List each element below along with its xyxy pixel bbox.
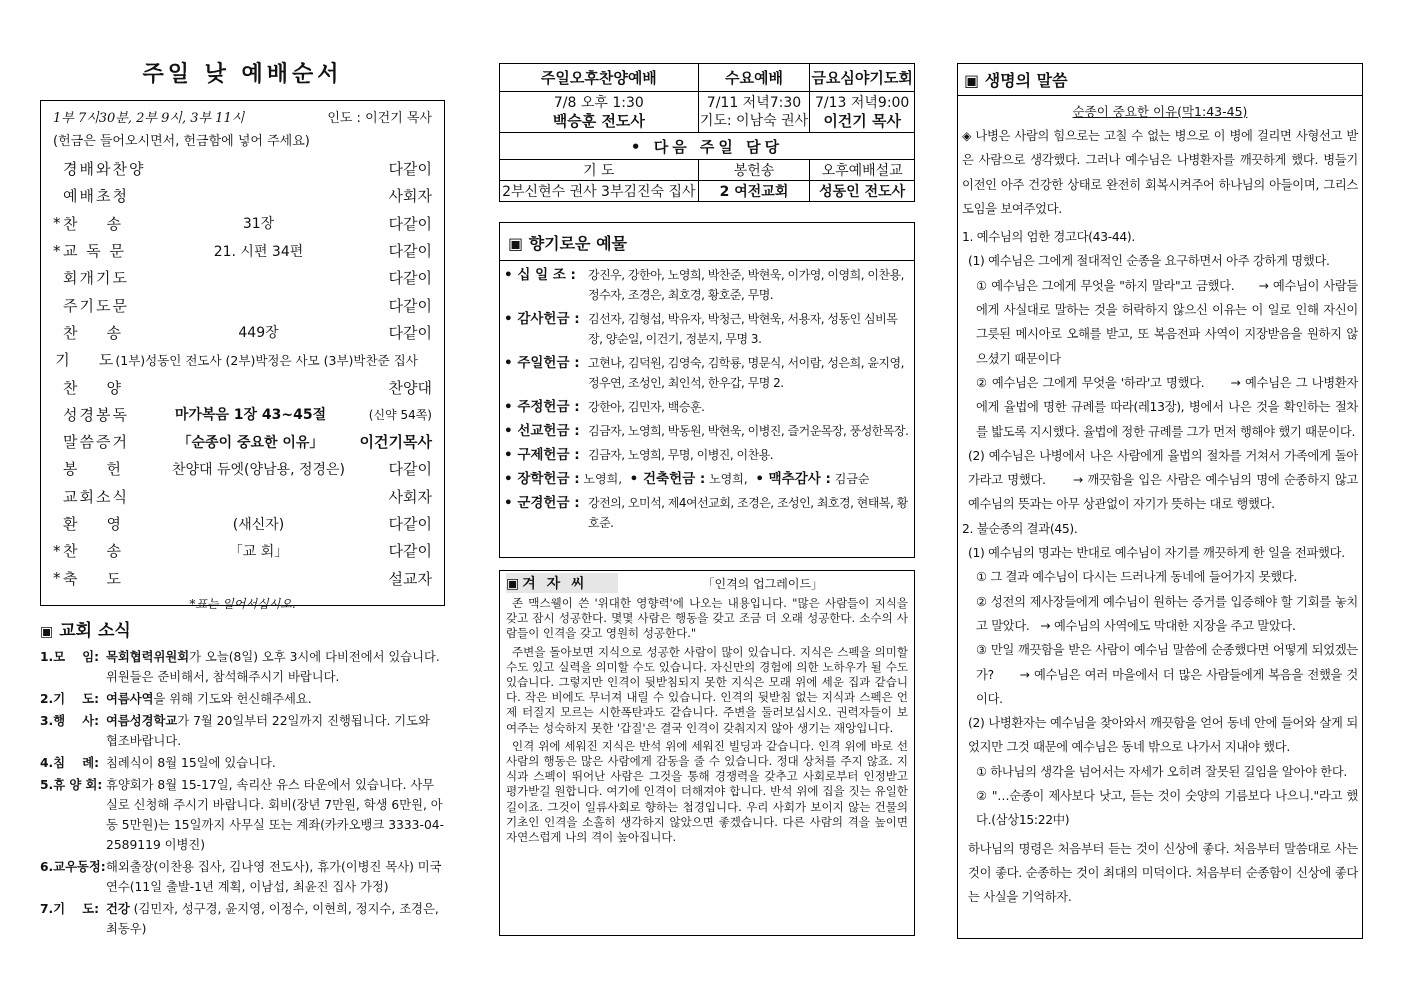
order-row — [53, 237, 432, 264]
news-body: 해외출장(이찬용 집사, 김나영 전도사), 휴가(이병진 목사) 미국연수(11일 출발-1년 계획, 이남섭, 최윤진 집사 가정) — [106, 860, 442, 894]
order-row — [53, 564, 432, 591]
sched-cell-sunday — [500, 92, 699, 133]
order-responsible: 다같이 — [388, 323, 432, 342]
news-body: 휴양회가 8월 15-17일, 속리산 유스 타운에서 있습니다. 사무실로 신청해 주시기 바랍니다. 회비(장년 7만원, 학생 6만원, 아동 5만원)는 15일까지 사무실 또는 계좌(카카오뱅크 3333-04-2589119 이병진) — [106, 778, 445, 852]
order-responsible: 다같이 — [388, 515, 432, 533]
offering-names: 김선자, 김형섭, 박유자, 박청근, 박현욱, 서용자, 성동인 심비목장, 양순일, 이건기, 정분지, 무명 3. — [588, 312, 898, 346]
order-name: 교회소식 — [63, 487, 129, 506]
news-text — [106, 647, 445, 687]
news-heading — [40, 616, 445, 641]
schedule-table — [499, 63, 915, 202]
sched-name: 이건기 목사 — [823, 112, 901, 130]
news-label: 1.모 임: — [40, 650, 100, 664]
order-responsible: (신약 54쪽) — [368, 407, 432, 422]
order-row — [53, 428, 432, 455]
order-name: 환 영 — [63, 515, 124, 533]
news-label: 5.휴 양 회: — [40, 778, 103, 792]
news-label: 7.기 도: — [40, 902, 100, 916]
order-row — [53, 346, 432, 373]
sched-name: 기도: 이남숙 권사 — [699, 113, 809, 129]
sched-header-friday: 금요심야기도회 — [810, 64, 915, 92]
offering-names: 강전의, 오미석, 제4여선교회, 조경은, 조성인, 최호경, 현태복, 황호준. — [588, 496, 908, 530]
order-row — [53, 510, 432, 537]
offering-row — [500, 305, 914, 349]
offering-row — [500, 349, 914, 393]
word-line: ② 성전의 제사장들에게 예수님이 원하는 증거를 입증해야 할 기회를 놓치고 말았다. → 예수님의 사역에도 막대한 지장을 주고 말았다. — [976, 594, 1358, 633]
order-star: * — [53, 241, 61, 260]
offering-title: 향기로운 예물 — [528, 234, 627, 253]
order-content: 「순종이 중요한 이유」 — [177, 434, 324, 451]
order-name: 찬 양 — [63, 378, 124, 397]
standing-note: *표는 일어서십시오. — [189, 596, 296, 611]
order-name: 예배초청 — [63, 187, 129, 206]
order-responsible: 다같이 — [388, 460, 432, 479]
next-header-sermon: 오후예배설교 — [810, 160, 915, 181]
offering-label: • 군경헌금 : — [504, 495, 580, 511]
word-line: (1) 예수님은 그에게 절대적인 순종을 요구하면서 아주 강하게 명했다. — [968, 254, 1330, 269]
sched-time: 7/11 저녁7:30 — [706, 95, 802, 111]
offering-note: (헌금은 들어오시면서, 헌금함에 넣어 주세요) — [53, 134, 310, 149]
offering-names: 강진우, 강한아, 노영희, 박찬준, 박현욱, 이가영, 이영희, 이찬용, 정수자, 조경은, 최호경, 황호준, 무명. — [588, 268, 904, 302]
order-content: 31장 — [242, 216, 275, 233]
essay-label-text: 겨 자 씨 — [522, 576, 588, 592]
order-name: 찬 송 — [63, 542, 124, 561]
order-name: 말씀증거 — [63, 433, 129, 452]
order-name: 경배와찬양 — [63, 160, 146, 179]
order-list — [53, 155, 432, 592]
essay-paragraph: 존 맥스웰이 쓴 '위대한 영향력'에 나오는 내용입니다. "많은 사람들이 지식을 갖고 잠시 성공한다. 몇몇 사람은 행동을 갖고 조금 더 오래 성공한다. 소수의 사람들이 인격을 갖고 영원히 성공한다." — [506, 596, 908, 641]
sched-header-wednesday: 수요예배 — [698, 64, 810, 92]
news-highlight: 건강 — [106, 902, 130, 916]
news-body: (김민자, 성구경, 윤지영, 이정수, 이현희, 정지수, 조경은, 최동우) — [106, 902, 439, 936]
word-box — [957, 63, 1363, 939]
order-responsible: 이건기목사 — [359, 433, 432, 452]
offering-label: • 감사헌금 : — [504, 311, 580, 327]
worship-header — [53, 107, 432, 126]
news-item — [40, 647, 445, 687]
offering-label: • 장학헌금 : — [504, 471, 580, 487]
worship-leader: 인도 : 이건기 목사 — [327, 111, 432, 126]
essay-title: 「인격의 업그레이드」 — [702, 576, 824, 591]
offering-label: • 주일헌금 : — [504, 355, 580, 371]
offering-row — [500, 261, 914, 305]
order-name: 찬 송 — [63, 323, 124, 342]
offering-names: 강한아, 김민자, 백승훈. — [588, 400, 705, 414]
order-name: 성경봉독 — [63, 405, 129, 424]
word-lines — [958, 225, 1362, 832]
word-closing: 하나님의 명령은 처음부터 듣는 것이 신상에 좋다. 처음부터 말씀대로 사는 것이 좋다. 순종하는 것이 최대의 미덕이다. 처음부터 순종함이 신상에 좋다는 사실을 기억하자. — [968, 841, 1358, 905]
word-line: 2. 불순종의 결과(45). — [962, 521, 1078, 536]
essay-paragraph: 인격 위에 세워진 지식은 반석 위에 세워진 빌딩과 같습니다. 인격 위에 바로 선 사람의 행동은 많은 사람에게 감동을 줄 수 있습니다. 정대 상처를 주지 않죠. 지식과 스펙이 뛰어난 사람은 그것을 통해 경쟁력을 갖추고 사회로부터 인정받고 평가받길 원합니다. 여기에 인격이 더해져야 합니다. 반석 위에 집을 짓는 유일한 길이죠. 그것이 일류사회로 향하는 첩경입니다. 우리 사회가 보이지 않는 건물의 기초인 인격을 소홀히 생각하지 않았으면 좋겠습니다. 다른 사람의 격을 높이면 자연스럽게 나의 격이 높아집니다. — [506, 738, 908, 845]
news-label: 2.기 도: — [40, 692, 100, 706]
sched-header-sunday: 주일오후찬양예배 — [500, 64, 699, 92]
word-line: (1) 예수님의 명과는 반대로 예수님이 자기를 깨끗하게 한 일을 전파했다. — [968, 546, 1345, 561]
offering-row-mixed — [500, 465, 914, 489]
order-responsible: 다같이 — [388, 242, 432, 261]
next-prayer: 2부신현수 권사 3부김진숙 집사 — [500, 181, 699, 202]
order-content: 449장 — [238, 325, 279, 342]
word-line: ① 예수님은 그에게 무엇을 "하지 말라"고 금했다. → 예수님이 사람들에게 사실대로 말하는 것을 허락하지 않으신 이유는 이 일로 인해 자신이 그릇된 메시아로 오해를 받고, 또 복음전파 사역이 지장받음을 원하지 않으셨기 때문이다 — [976, 278, 1362, 366]
order-content: 찬양대 듀엣(양남용, 정경은) — [171, 461, 346, 478]
order-responsible: 다같이 — [388, 296, 432, 315]
word-title: 생명의 말씀 — [984, 71, 1068, 90]
offering-heading — [500, 223, 914, 261]
word-line: (2) 예수님은 나병에서 나은 사람에게 율법의 절차를 거쳐서 가족에게 돌아가라고 명했다. → 깨끗함을 입은 사람은 예수님의 명에 순종하지 않고 예수님의 뜻과는 아무 상관없이 자기가 뜻하는 대로 행했다. — [968, 448, 1362, 512]
offering-row — [500, 393, 914, 417]
news-text — [106, 899, 445, 939]
offering-names: 김금자, 노영희, 무명, 이병진, 이찬용. — [588, 448, 774, 462]
sched-time: 7/8 오후 1:30 — [553, 95, 644, 111]
next-header-prayer: 기 도 — [500, 160, 699, 181]
offering-label: • 건축헌금 : — [629, 471, 706, 487]
essay-paragraph: 주변을 돌아보면 지식으로 성공한 사람이 많이 있습니다. 지식은 스펙을 의미할 수도 있고 실력을 의미할 수도 있습니다. 자신만의 경험에 의한 노하우가 될 수도 있습니다. 그렇지만 인격이 뒷받침되지 못한 지식은 모래 위에 세운 집과 같습니다. 작은 비에도 무너져 내릴 수 있습니다. 인격의 뒷받침 없는 지식과 스펙은 언제 터질지 모르는 시한폭탄과도 같습니다. 주변을 둘러보십시오. 권력자들이 보여주는 성숙하지 못한 '갑질'은 결국 인격이 갖춰지지 않아 생기는 재앙입니다. — [506, 644, 908, 735]
schedule-column — [499, 63, 915, 936]
order-content: (1부)성동인 전도사 (2부)박정은 사모 (3부)박찬준 집사 — [115, 352, 418, 368]
order-name: 축 도 — [63, 569, 124, 588]
word-line: ② 예수님은 그에게 무엇을 '하라'고 명했다. → 예수님은 그 나병환자에게 율법에 명한 규례를 따라(레13장), 병에서 나은 것을 확인하는 절차를 밟도록 지시했다. 율법에 정한 규례를 그가 먼저 행해야 했기 때문이다. — [976, 375, 1358, 439]
essay-label — [506, 573, 618, 593]
news-body: 가 7월 20일부터 22일까지 진행됩니다. 기도와 협조바랍니다. — [106, 714, 430, 748]
order-row — [53, 210, 432, 237]
order-content: (새신자) — [232, 516, 285, 533]
order-row — [53, 319, 432, 346]
word-line: (2) 나병환자는 예수님을 찾아와서 깨끗함을 얻어 동네 안에 들어와 살게 되었지만 그것 때문에 예수님은 동네 밖으로 나가서 지내야 했다. — [968, 716, 1358, 755]
essay-header — [506, 573, 908, 593]
order-responsible: 다같이 — [388, 542, 432, 561]
news-item — [40, 775, 445, 855]
word-column — [957, 63, 1363, 939]
offering-names: 김금자, 노영희, 박동원, 박현욱, 이병진, 즐거운목장, 풍성한목장. — [588, 424, 909, 438]
sched-name: 백승훈 전도사 — [552, 112, 645, 130]
news-text — [106, 857, 445, 897]
word-subtitle: 순종이 중요한 이유(막1:43-45) — [1072, 104, 1248, 119]
order-row — [53, 455, 432, 482]
offering-row — [500, 441, 914, 465]
news-item — [40, 899, 445, 939]
order-responsible: 다같이 — [388, 214, 432, 233]
offering-label: • 구제헌금 : — [504, 447, 580, 463]
essay-body — [506, 596, 908, 845]
order-row — [53, 155, 432, 182]
sched-cell-wednesday — [698, 92, 810, 133]
news-title: 교회 소식 — [59, 621, 131, 641]
news-item — [40, 753, 445, 773]
square-icon: ▣ — [508, 234, 529, 253]
order-responsible: 다같이 — [388, 160, 432, 179]
word-intro: ◈ 나병은 사람의 힘으로는 고칠 수 없는 병으로 이 병에 걸리면 사형선고 받은 사람으로 생각했다. 그러나 예수님은 나병환자를 깨끗하게 했다. 병들기 이전인 아주 건강한 상태로 완전히 회복시켜주어 하나님의 아들이며, 그리스도임을 보여주었다. — [962, 129, 1358, 216]
word-heading — [958, 64, 1362, 96]
order-star: * — [53, 214, 61, 233]
order-row — [53, 401, 432, 428]
news-label: 6.교우동정: — [40, 860, 106, 874]
word-line: ① 하나님의 생각을 넘어서는 자세가 오히려 잘못된 길임을 알아야 한다. — [976, 764, 1348, 779]
news-list — [40, 647, 445, 939]
news-body: 가 오늘(8일) 오후 3시에 다비전에서 있습니다. 위원들은 준비해서, 참석해주시기 바랍니다. — [106, 650, 440, 684]
sched-time: 7/13 저녁9:00 — [814, 95, 910, 111]
square-icon: ▣ — [506, 576, 523, 592]
news-body: 침례식이 8월 15일에 있습니다. — [106, 756, 276, 770]
news-highlight: 여름성경학교 — [106, 714, 178, 728]
worship-title: 주일 낮 예배순서 — [142, 62, 343, 87]
offering-label: • 십 일 조 : — [504, 267, 576, 283]
order-row — [53, 182, 432, 209]
order-content: 21. 시편 34편 — [213, 243, 304, 260]
order-row — [53, 537, 432, 564]
news-label: 4.침 례: — [40, 756, 100, 770]
square-icon: ▣ — [964, 71, 985, 90]
news-text — [106, 775, 445, 855]
news-label: 3.행 사: — [40, 714, 100, 728]
offering-list — [500, 261, 914, 465]
offering-names: 김금순 — [834, 472, 870, 486]
offering-names: 노영희, — [709, 472, 748, 486]
order-responsible: 다같이 — [388, 269, 432, 288]
order-responsible: 찬양대 — [388, 378, 432, 397]
order-responsible: 사회자 — [388, 487, 432, 506]
next-sermon: 성동인 전도사 — [810, 181, 915, 202]
order-name: 봉 헌 — [63, 460, 124, 479]
offering-row — [500, 417, 914, 441]
order-row — [53, 264, 432, 291]
news-text — [106, 753, 445, 773]
order-row — [53, 291, 432, 318]
news-body: 을 위해 기도와 헌신해주세요. — [153, 692, 312, 706]
square-icon: ▣ — [40, 624, 54, 640]
offering-row — [500, 489, 914, 533]
news-item — [40, 689, 445, 709]
order-star: * — [53, 569, 61, 588]
worship-column — [40, 55, 445, 941]
sched-cell-friday — [810, 92, 915, 133]
worship-order-box — [40, 100, 445, 611]
offering-names: 고현나, 김덕원, 김영숙, 김학룡, 명문식, 서이람, 성은희, 윤지영, 정우연, 조성인, 최인석, 한우갑, 무명 2. — [588, 356, 904, 390]
news-text — [106, 711, 445, 751]
order-content: 「교 회」 — [228, 543, 289, 560]
word-line: ① 그 결과 예수님이 다시는 드러나게 동네에 들어가지 못했다. — [976, 570, 1298, 585]
word-line: ② "…순종이 제사보다 낫고, 듣는 것이 숫양의 기름보다 나으니."라고 했다.(삼상15:22中) — [976, 789, 1358, 828]
next-header-offering-song: 봉헌송 — [698, 160, 810, 181]
order-row — [53, 483, 432, 510]
word-line: 1. 예수님의 엄한 경고다(43-44). — [962, 230, 1136, 245]
order-name: 찬 송 — [63, 214, 124, 233]
offering-names: 노영희, — [583, 472, 623, 486]
news-item — [40, 711, 445, 751]
order-name: 주기도문 — [63, 296, 129, 315]
service-times: 1부 7시30분, 2부 9시, 3부 11시 — [53, 111, 245, 126]
order-content: 마가복음 1장 43~45절 — [174, 407, 327, 424]
order-name: 교 독 문 — [63, 242, 127, 261]
news-highlight: 목회협력위원회 — [106, 650, 190, 664]
next-sunday-title: • 다음 주일 담당 — [500, 133, 915, 160]
order-name: 회개기도 — [63, 269, 129, 288]
offering-box — [499, 222, 915, 558]
order-row — [53, 373, 432, 400]
news-item — [40, 857, 445, 897]
order-star: * — [53, 541, 61, 560]
offering-label: • 맥추감사 : — [755, 471, 831, 487]
news-highlight: 여름사역 — [106, 692, 154, 706]
essay-box — [499, 570, 915, 936]
offering-label: • 주정헌금 : — [504, 399, 580, 415]
news-text — [106, 689, 445, 709]
offering-label: • 선교헌금 : — [504, 423, 580, 439]
order-responsible: 사회자 — [388, 187, 432, 206]
order-name: 기 도 — [55, 351, 116, 370]
word-line: ③ 만일 깨끗함을 받은 사람이 예수님 말씀에 순종했다면 어떻게 되었겠는가? → 예수님은 여러 마을에서 더 많은 사람들에게 복음을 전했을 것이다. — [976, 643, 1358, 706]
order-responsible: 설교자 — [388, 569, 432, 588]
next-offering-song: 2 여전교회 — [698, 181, 810, 202]
